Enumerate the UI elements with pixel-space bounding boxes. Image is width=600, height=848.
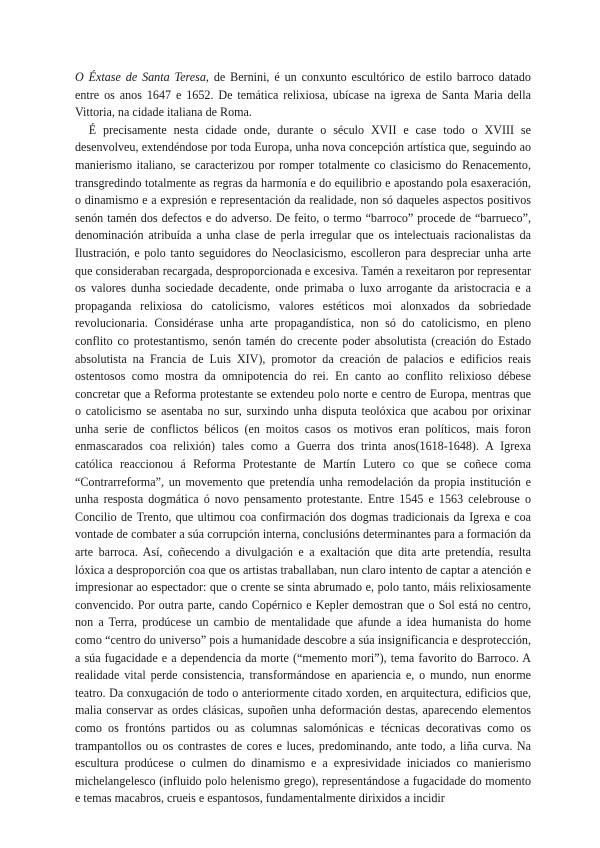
text-line: denominación atribuída a unha clase de perla irregular que os intelectuais racionalistas da [75,228,531,243]
text-line: manierismo italiano, se caracterizou por romper totalmente co clasicismo do Renacemento, [75,157,531,172]
text-line: Ilustración, e polo tanto seguidores do Neoclasicismo, escolleron para despreciar unha arte [75,245,531,260]
text-line: propaganda relixiosa do catolicismo, valores estéticos moi alonxados da sobriedade [75,298,531,313]
text-line: entre os anos 1647 e 1652. De temática relixiosa, ubícase na igrexa de Santa Maria della [75,87,531,102]
text-line: ostentosos como mostra da omnipotencia do rei. En canto ao conflito relixioso débese [75,369,531,384]
text-line: lóxica a desproporción coa que os artistas traballaban, nun claro intento de captar a atención e [75,562,531,577]
text-line: escultura prodúcese o culmen do dinamismo e a expresividade iniciados co manierismo [75,756,531,771]
text-line: que consideraban recargada, desproporcionada e excesiva. Tamén a rexeitaron por representar [75,263,531,278]
text-line: arte barroca. Así, coñecendo a divulgación e a exaltación que dita arte pretendía, resulta [75,545,531,560]
text-line: unha serie de conflictos bélicos (en moitos casos os motivos eran políticos, mais foron [75,421,531,436]
text-line: vontade de combater a súa corrupción interna, conclusións determinantes para a formación da [75,527,531,542]
paragraph-intro [75,69,531,122]
text-line: como “centro do universo” pois a humanidade descobre a súa insignificancia e desprotección, [75,633,531,647]
text-line: realidade vital perde consistencia, transformándose en apariencia e, o mundo, nun enorme [75,668,531,683]
text-line: teatro. Da conxugación de todo o anteriormente citado xorden, en arquitectura, edificios que, [75,685,531,700]
text-line: a súa fugacidade e a dependencia da morte (“memento mori”), tema favorito do Barroco. A [75,650,531,665]
text-line: Concilio de Trento, que ultimou coa confirmación dos dogmas tradicionais da Igrexa e coa [75,509,531,524]
text-line: michelangelesco (influido polo helenismo grego), representándose a fugacidade do momento [75,773,531,788]
text-line: malia conservar as ordes clásicas, supoñen unha deformación destas, aparecendo elementos [75,703,531,718]
text-line: conflito co protestantismo, senón tamén do crecente poder absolutista (creación do Estado [75,333,531,348]
text-line: como os frontóns partidos ou as columnas salomónicas e técnicas decorativas como os [75,720,531,735]
text-line: “Contrarreforma”, un movemento que pretendía unha remodelación da propia institución e [75,474,531,489]
text-line: Vittoria, na cidade italiana de Roma. [75,105,252,120]
text-line: desenvolveu, extendéndose por toda Europa, unha nova concepción artística que, seguindo ao [75,140,531,155]
text-line: o dinamismo e a expresión e representación da realidade, non só daqueles aspectos positivos [75,193,531,208]
text-line: absolutista na Francia de Luis XIV), promotor da creación de palacios e edificios reais [75,351,531,366]
text-line: católica reaccionou á Reforma Protestante de Martín Lutero co que se coñece coma [75,457,531,472]
text-line: o catolicismo se asentaba no sur, surxindo unha disputa teolóxica que acabou por orixinar [75,404,531,419]
artwork-title: O Éxtase de Santa Teresa [75,70,206,84]
paragraph-body [75,122,531,808]
text-line-rest: , de Bernini, é un conxunto escultórico de estilo barroco datado [205,70,531,84]
text-line: trampantollos ou os contrastes de cores e luces, predominando, ante todo, a liña curva. Na [75,738,531,753]
text-line: enmascarados coa relixión) tales como a Guerra dos trinta anos(1618-1648). A Igrexa [75,439,531,454]
text-line: unha resposta dogmática ó novo pensamento protestante. Entre 1545 e 1563 celebrouse o [75,492,531,507]
text-line: senón tamén dos defectos e do adverso. De feito, o termo “barroco” procede de “barrueco”, [75,210,531,225]
text-line: non a Terra, prodúcese un cambio de mentalidade que afunde a idea humanista do home [75,615,531,630]
text-line: e temas macabros, crueis e espantosos, fundamentalmente dirixidos a incidir [75,791,445,806]
text-line: impresionar ao espectador: que o crente se sinta abrumado e, polo tanto, máis relixiosamente [75,580,531,595]
text-line: transgredindo totalmente as regras da harmonía e do equilibrio e apostando pola esaxeración, [75,175,531,190]
text-line: concretar que a Reforma protestante se extendeu polo norte e centro de Europa, mentras que [75,386,531,401]
text-line: É precisamente nesta cidade onde, durante o século XVII e case todo o XVIII se [75,122,531,137]
text-line: os valores dunha sociedade decadente, onde primaba o luxo arrogante da aristocracia e a [75,281,531,296]
text-line [75,69,531,87]
text-line: revolucionaria. Considérase unha arte propagandística, non só do catolicismo, en pleno [75,316,531,331]
document-page [75,69,531,808]
text-line: convencido. Por outra parte, cando Copérnico e Kepler demostran que o Sol está no centro, [75,597,531,612]
